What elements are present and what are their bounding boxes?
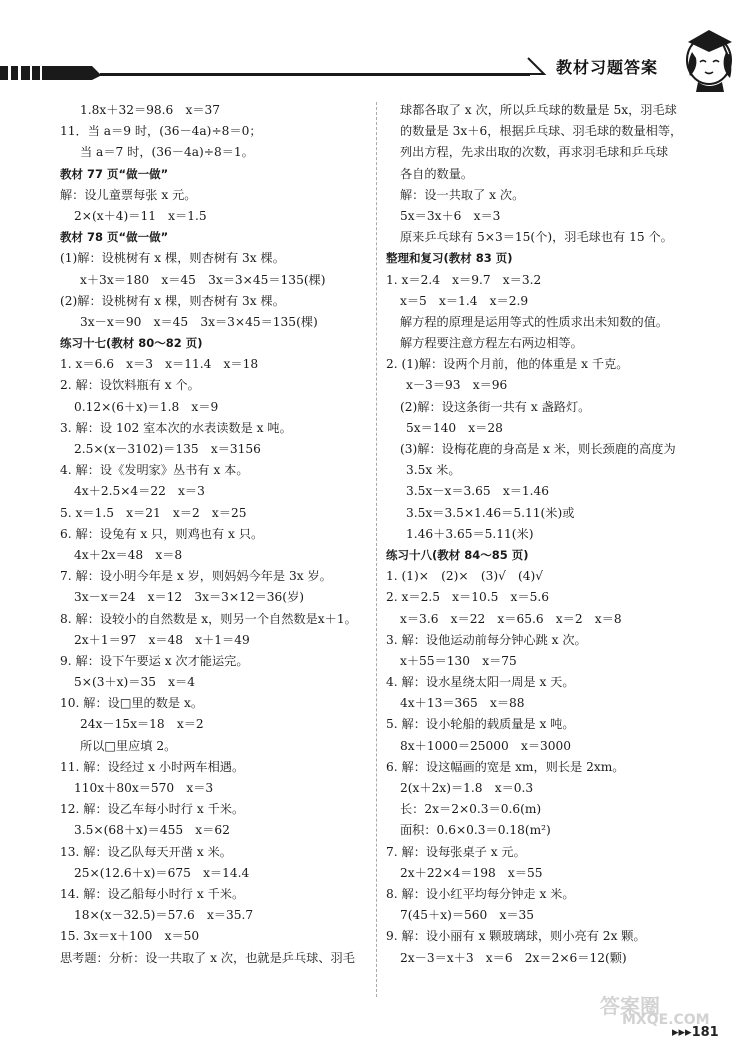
answer-line: 3.5×(68＋x)＝455 x＝62 (74, 823, 230, 838)
answer-line: 9. 解：设下午要运 x 次才能运完。 (60, 653, 249, 668)
header-rule-graphic (0, 0, 750, 95)
answer-line: 25×(12.6＋x)＝675 x＝14.4 (74, 865, 250, 880)
answer-line: x＋55＝130 x＝75 (400, 653, 517, 668)
answer-line: 球都各取了 x 次，所以乒乓球的数量是 5x，羽毛球 (400, 103, 677, 117)
answer-line: 24x－15x＝18 x＝2 (80, 717, 204, 732)
answer-line: 3. 解：设他运动前每分钟心跳 x 次。 (386, 632, 587, 647)
answer-line: 13. 解：设乙队每天开凿 x 米。 (60, 844, 232, 859)
answer-line: 2.5×(x－3102)＝135 x＝3156 (74, 442, 261, 456)
answer-line: 4x＋2x＝48 x＝8 (74, 547, 183, 562)
answer-line: 3.5x 米。 (406, 463, 461, 478)
answer-line: 6. 解：设兔有 x 只，则鸡也有 x 只。 (60, 526, 264, 541)
answer-line: 8. 解：设较小的自然数是 x，则另一个自然数是x＋1。 (60, 611, 357, 626)
answer-line: 5. x＝1.5 x＝21 x＝2 x＝25 (60, 505, 247, 520)
answer-line: 8x＋1000＝25000 x＝3000 (400, 738, 572, 753)
answer-line: 4x＋13＝365 x＝88 (400, 696, 525, 711)
answer-line: 9. 解：设小丽有 x 颗玻璃球，则小亮有 2x 颗。 (386, 929, 646, 944)
page-number-value: 181 (691, 1025, 719, 1040)
answer-line: x＝5 x＝1.4 x＝2.9 (400, 293, 529, 308)
answer-line: 3.5x＝3.5×1.46＝5.11(米)或 (406, 505, 575, 520)
answer-line: 原来乒乓球有 5×3＝15(个)，羽毛球也有 15 个。 (400, 230, 673, 245)
answer-line: 3. 解：设 102 室本次的水表读数是 x 吨。 (60, 420, 292, 435)
answer-line: 7. 解：设小明今年是 x 岁，则妈妈今年是 3x 岁。 (60, 569, 332, 584)
answer-line: 长：2x＝2×0.3＝0.6(m) (400, 802, 542, 817)
answer-line: 1. x＝2.4 x＝9.7 x＝3.2 (386, 272, 542, 287)
section-heading: 整理和复习(教材 83 页) (386, 251, 513, 266)
answer-line: 2(x＋2x)＝1.8 x＝0.3 (400, 781, 534, 795)
answer-line: 解：设儿童票每张 x 元。 (60, 187, 197, 202)
answer-line: 8. 解：设小红平均每分钟走 x 米。 (386, 886, 575, 901)
answer-line: 思考题：分析：设一共取了 x 次，也就是乒乓球、羽毛 (60, 950, 355, 965)
answer-line: 的数量是 3x＋6，根据乒乓球、羽毛球的数量相等， (400, 124, 683, 139)
answer-line: x＝3.6 x＝22 x＝65.6 x＝2 x＝8 (400, 611, 622, 626)
section-heading: 教材 78 页“做一做” (60, 230, 169, 245)
answer-line: 2. x＝2.5 x＝10.5 x＝5.6 (386, 590, 549, 605)
answer-line: (3)解：设梅花鹿的身高是 x 米，则长颈鹿的高度为 (400, 442, 676, 456)
answer-line: 2x＋22×4＝198 x＝55 (400, 865, 543, 880)
header-title: 教材习题答案 (556, 58, 659, 77)
answer-line: 1. (1)× (2)× (3)√ (4)√ (386, 569, 544, 584)
section-heading: 练习十八(教材 84～85 页) (386, 547, 529, 562)
answer-line: 0.12×(6＋x)＝1.8 x＝9 (74, 399, 219, 414)
answer-line: 解方程的原理是运用等式的性质求出未知数的值。 (400, 314, 669, 329)
answer-line: 18×(x－32.5)＝57.6 x＝35.7 (74, 908, 254, 923)
answer-line: 5×(3＋x)＝35 x＝4 (74, 675, 195, 690)
answer-line: (1)解：设桃树有 x 棵，则杏树有 3x 棵。 (60, 251, 285, 266)
answer-line: 1.46＋3.65＝5.11(米) (406, 526, 534, 541)
answer-line: 当 a＝7 时，(36－4a)÷8＝1。 (80, 145, 254, 160)
answer-line: 面积：0.6×0.3＝0.18(m²) (400, 823, 551, 838)
answer-line: 解方程要注意方程左右两边相等。 (400, 336, 583, 351)
answer-line: 各自的数量。 (400, 166, 474, 181)
answer-line: 4x＋2.5×4＝22 x＝3 (74, 484, 205, 499)
answer-line: 1. x＝6.6 x＝3 x＝11.4 x＝18 (60, 357, 259, 372)
answer-line: 3.5x－x＝3.65 x＝1.46 (406, 484, 550, 499)
answer-line: 12. 解：设乙车每小时行 x 千米。 (60, 802, 245, 817)
answer-line: 15. 3x＝x＋100 x＝50 (60, 929, 200, 944)
answer-line: 7. 解：设每张桌子 x 元。 (386, 844, 526, 859)
answer-line: 5. 解：设小轮船的载质量是 x 吨。 (386, 717, 575, 732)
watermark-logo: 答案圈 (600, 994, 660, 1018)
answer-line: 14. 解：设乙船每小时行 x 千米。 (60, 886, 245, 901)
answer-line: 5x＝3x＋6 x＝3 (400, 208, 501, 223)
answer-line: 2. 解：设饮料瓶有 x 个。 (60, 378, 200, 393)
answer-line: 7(45＋x)＝560 x＝35 (400, 908, 535, 923)
answer-line: 3x－x＝90 x＝45 3x＝3×45＝135(棵) (80, 314, 318, 329)
answer-line: 2x＋1＝97 x＝48 x＋1＝49 (74, 632, 250, 647)
page-arrows: ▸▸▸ (672, 1025, 692, 1040)
answer-line: 2. (1)解：设两个月前，他的体重是 x 千克。 (386, 357, 629, 372)
answer-line: 10. 解：设□里的数是 x。 (60, 696, 204, 711)
answer-line: 11. 解：设经过 x 小时两车相遇。 (60, 759, 245, 774)
answer-line: 解：设一共取了 x 次。 (400, 187, 525, 202)
column-divider (376, 102, 377, 997)
answer-line: x＋3x＝180 x＝45 3x＝3×45＝135(棵) (80, 272, 326, 287)
answer-line: 11．当 a＝9 时，(36－4a)÷8＝0； (60, 124, 262, 139)
answer-line: 1.8x＋32＝98.6 x＝37 (80, 103, 221, 117)
answer-line: 所以□里应填 2。 (80, 738, 177, 753)
answer-line: 4. 解：设《发明家》丛书有 x 本。 (60, 463, 249, 478)
page-header (0, 0, 750, 95)
answer-line: 列出方程，先求出取的次数，再求羽毛球和乒乓球 (400, 145, 669, 160)
section-heading: 教材 77 页“做一做” (60, 166, 169, 181)
answer-line: x－3＝93 x＝96 (406, 378, 508, 393)
answer-line: (2)解：设桃树有 x 棵，则杏树有 3x 棵。 (60, 293, 285, 308)
left-answer-column (60, 100, 398, 969)
watermark-url: MXQE.COM (622, 1012, 710, 1028)
answer-line: (2)解：设这条街一共有 x 盏路灯。 (400, 399, 591, 414)
answer-line: 2x－3＝x＋3 x＝6 2x＝2×6＝12(颗) (400, 950, 627, 965)
answer-line: 3x－x＝24 x＝12 3x＝3×12＝36(岁) (74, 590, 305, 605)
answer-line: 5x＝140 x＝28 (406, 420, 503, 435)
answer-line: 6. 解：设这幅画的宽是 xm，则长是 2xm。 (386, 759, 625, 774)
section-heading: 练习十七(教材 80～82 页) (60, 336, 203, 351)
answer-line: 4. 解：设水星绕太阳一周是 x 天。 (386, 675, 575, 690)
answer-line: 2×(x＋4)＝11 x＝1.5 (74, 208, 207, 223)
right-answer-column (386, 100, 724, 969)
answer-line: 110x＋80x＝570 x＝3 (74, 781, 214, 795)
scholar-mascot-icon (678, 22, 740, 92)
page-number (672, 1025, 719, 1040)
